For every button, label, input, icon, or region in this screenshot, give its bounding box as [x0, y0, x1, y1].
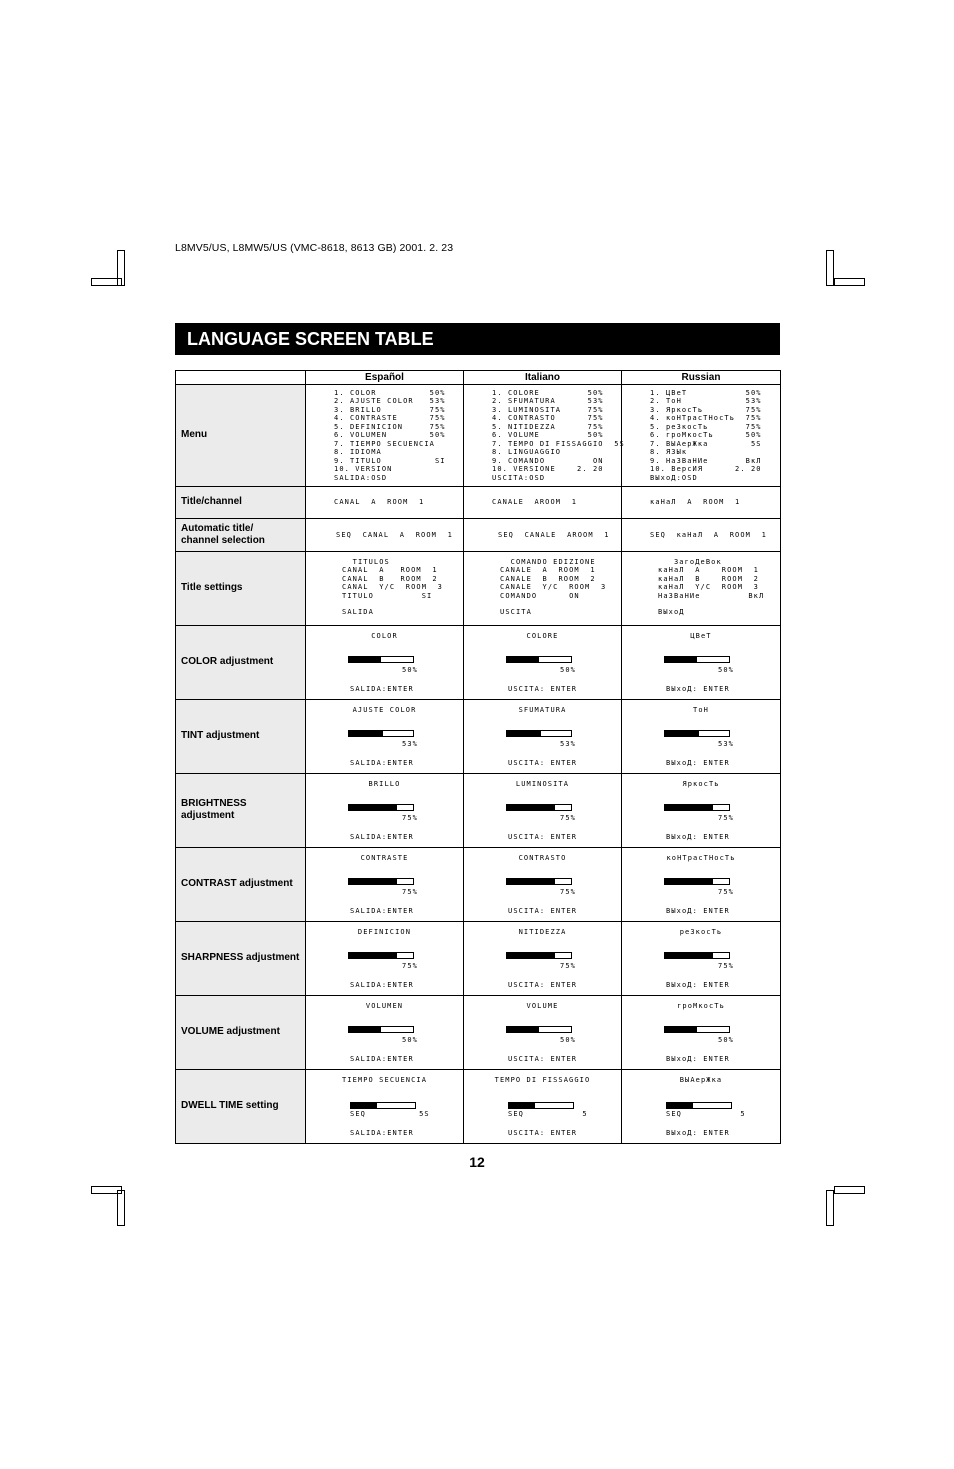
row-label: BRIGHTNESS adjustment	[176, 773, 306, 847]
page-number: 12	[469, 1154, 485, 1170]
seq-readout: SEQ 5	[666, 1109, 746, 1118]
title-settings-heading-russian: ЗагоДеВок	[658, 557, 722, 566]
level-bar	[348, 878, 414, 885]
table-row-brightness-adjustment	[176, 773, 781, 847]
row-label: VOLUME adjustment	[176, 995, 306, 1069]
level-percent: 75%	[718, 813, 734, 822]
level-bar	[348, 804, 414, 811]
level-bar-fill	[349, 805, 397, 810]
osd-panel-italiano	[464, 1070, 621, 1143]
osd-exit: SALIDA:ENTER	[350, 685, 414, 694]
level-percent: 53%	[560, 739, 576, 748]
osd-title: ЯркосТь	[682, 779, 720, 788]
auto-title-espanol: SEQ CANAL A ROOM 1	[336, 530, 453, 539]
osd-exit: SALIDA:ENTER	[350, 1055, 414, 1064]
column-header-italiano: Italiano	[464, 371, 622, 385]
osd-title: VOLUME	[526, 1001, 559, 1010]
osd-panel-russian	[622, 922, 780, 995]
section-title: LANGUAGE SCREEN TABLE	[175, 323, 780, 355]
osd-title: AJUSTE COLOR	[352, 705, 417, 714]
level-bar-fill	[507, 805, 555, 810]
language-screen-table	[175, 370, 781, 1144]
osd-panel-italiano	[464, 922, 621, 995]
title-channel-italiano: CANALE AROOM 1	[492, 498, 578, 507]
osd-exit: USCITA: ENTER	[508, 833, 578, 842]
header-blank	[176, 371, 306, 385]
table-row-title-channel	[176, 486, 781, 518]
level-percent: 75%	[402, 813, 418, 822]
osd-title: ЦВеТ	[690, 631, 712, 640]
level-bar-fill	[665, 731, 699, 736]
osd-title: COLOR	[371, 631, 398, 640]
table-row-contrast-adjustment	[176, 847, 781, 921]
title-settings-exit-russian: ВЫхоД	[658, 608, 685, 617]
osd-title: BRILLO	[368, 779, 401, 788]
title-settings-heading-espanol: TITULOS	[342, 557, 390, 566]
level-bar	[506, 952, 572, 959]
level-bar	[348, 730, 414, 737]
level-percent: 50%	[402, 1035, 418, 1044]
row-label: Automatic title/ channel selection	[176, 518, 306, 551]
osd-title: TEMPO DI FISSAGGIO	[494, 1075, 591, 1084]
osd-exit: USCITA: ENTER	[508, 981, 578, 990]
seq-readout: SEQ 5	[508, 1109, 588, 1118]
osd-panel-italiano	[464, 848, 621, 921]
osd-panel-italiano	[464, 774, 621, 847]
level-percent: 75%	[560, 961, 576, 970]
level-percent: 53%	[402, 739, 418, 748]
osd-panel-espanol	[306, 848, 463, 921]
osd-panel-russian	[622, 774, 780, 847]
table-row-title-settings	[176, 551, 781, 625]
table-header-row	[176, 371, 781, 385]
level-percent: 75%	[718, 887, 734, 896]
table-row-menu	[176, 385, 781, 487]
auto-title-italiano: SEQ CANALE AROOM 1	[498, 530, 610, 539]
osd-panel-espanol	[306, 774, 463, 847]
osd-exit: ВЫхоД: ENTER	[666, 981, 730, 990]
osd-exit: ВЫхоД: ENTER	[666, 685, 730, 694]
row-label: SHARPNESS adjustment	[176, 921, 306, 995]
level-bar-fill	[665, 953, 713, 958]
level-percent: 75%	[402, 887, 418, 896]
level-bar	[348, 656, 414, 663]
row-label: Title/channel	[176, 486, 306, 518]
column-header-espanol: Español	[306, 371, 464, 385]
row-label: COLOR adjustment	[176, 625, 306, 699]
osd-exit: USCITA: ENTER	[508, 1055, 578, 1064]
table-row-color-adjustment	[176, 625, 781, 699]
title-settings-body-italiano: CANALE A ROOM 1 CANALE B ROOM 2 CANALE Y/C ROOM 3 COMANDO ON	[500, 566, 607, 600]
level-percent: 75%	[560, 813, 576, 822]
title-settings-body-espanol: CANAL A ROOM 1 CANAL B ROOM 2 CANAL Y/C ROOM 3 TITULO SI	[342, 566, 443, 600]
osd-panel-russian	[622, 1070, 780, 1143]
osd-panel-italiano	[464, 700, 621, 773]
level-percent: 50%	[402, 665, 418, 674]
level-bar	[664, 878, 730, 885]
level-bar-fill	[349, 953, 397, 958]
level-bar	[506, 1026, 572, 1033]
menu-espanol: 1. COLOR 50% 2. AJUSTE COLOR 53% 3. BRILLO 75% 4. CONTRASTE 75% 5. DEFINICION 75% 6. VOLUMEN 50% 7. TIEMPO SECUENCIA 8. IDIOMA 9. TITULO SI 10. VERSION SALIDA:OSD	[334, 389, 446, 482]
osd-panel-russian	[622, 626, 780, 699]
osd-title: ТоН	[693, 705, 709, 714]
osd-title: VOLUMEN	[365, 1001, 404, 1010]
title-settings-body-russian: каНаЛ А ROOM 1 каНаЛ В ROOM 2 каНаЛ Y/C ROOM 3 НаЗВаНИе ВкЛ	[658, 566, 765, 600]
level-bar	[664, 804, 730, 811]
title-settings-exit-italiano: USCITA	[500, 608, 532, 617]
table-row-tint-adjustment	[176, 699, 781, 773]
level-bar-fill	[665, 805, 713, 810]
osd-title: SFUMATURA	[518, 705, 567, 714]
level-bar-fill	[507, 1027, 539, 1032]
osd-title: LUMINOSITA	[515, 779, 570, 788]
title-settings-exit-espanol: SALIDA	[342, 608, 374, 617]
osd-panel-espanol	[306, 626, 463, 699]
osd-panel-espanol	[306, 922, 463, 995]
level-percent: 53%	[718, 739, 734, 748]
osd-title: COLORE	[526, 631, 559, 640]
auto-title-russian: SEQ каНаЛ А ROOM 1	[650, 530, 767, 539]
level-bar-fill	[507, 657, 539, 662]
row-label: CONTRAST adjustment	[176, 847, 306, 921]
level-bar	[664, 656, 730, 663]
osd-panel-russian	[622, 996, 780, 1069]
osd-exit: SALIDA:ENTER	[350, 759, 414, 768]
osd-exit: ВЫхоД: ENTER	[666, 833, 730, 842]
osd-exit: SALIDA:ENTER	[350, 833, 414, 842]
level-bar	[506, 878, 572, 885]
osd-title: TIEMPO SECUENCIA	[341, 1075, 428, 1084]
level-bar	[506, 656, 572, 663]
level-bar	[666, 1102, 732, 1109]
level-bar-fill	[351, 1103, 377, 1108]
level-bar	[506, 730, 572, 737]
osd-exit: ВЫхоД: ENTER	[666, 1055, 730, 1064]
level-percent: 50%	[560, 665, 576, 674]
level-bar	[348, 952, 414, 959]
osd-panel-italiano	[464, 996, 621, 1069]
level-percent: 50%	[560, 1035, 576, 1044]
row-label: DWELL TIME setting	[176, 1069, 306, 1143]
level-bar	[664, 730, 730, 737]
level-percent: 75%	[402, 961, 418, 970]
level-bar-fill	[665, 879, 713, 884]
level-bar-fill	[509, 1103, 535, 1108]
osd-exit: SALIDA:ENTER	[350, 1129, 414, 1138]
row-label: TINT adjustment	[176, 699, 306, 773]
row-label: Menu	[176, 385, 306, 487]
osd-exit: USCITA: ENTER	[508, 907, 578, 916]
osd-title: NITIDEZZA	[518, 927, 567, 936]
level-percent: 75%	[560, 887, 576, 896]
title-settings-heading-italiano: COMANDO EDIZIONE	[500, 557, 596, 566]
osd-title: реЗкосТь	[679, 927, 723, 936]
osd-exit: SALIDA:ENTER	[350, 981, 414, 990]
osd-title: коНТрасТНосТь	[666, 853, 736, 862]
seq-readout: SEQ 5S	[350, 1109, 430, 1118]
osd-panel-espanol	[306, 1070, 463, 1143]
osd-exit: SALIDA:ENTER	[350, 907, 414, 916]
table-row-auto-title	[176, 518, 781, 551]
level-bar	[506, 804, 572, 811]
osd-panel-espanol	[306, 700, 463, 773]
level-bar	[350, 1102, 416, 1109]
title-channel-espanol: CANAL A ROOM 1	[334, 498, 425, 507]
osd-title: ВЫАерЖка	[679, 1075, 723, 1084]
level-bar-fill	[665, 1027, 697, 1032]
osd-exit: USCITA: ENTER	[508, 759, 578, 768]
osd-panel-russian	[622, 848, 780, 921]
table-row-dwell-time	[176, 1069, 781, 1143]
level-bar	[664, 952, 730, 959]
level-bar-fill	[349, 879, 397, 884]
level-percent: 75%	[718, 961, 734, 970]
title-channel-russian: каНаЛ А ROOM 1	[650, 498, 741, 507]
osd-panel-russian	[622, 700, 780, 773]
document-header: L8MV5/US, L8MW5/US (VMC-8618, 8613 GB) 2001. 2. 23	[175, 242, 454, 254]
menu-italiano: 1. COLORE 50% 2. SFUMATURA 53% 3. LUMINOSITA 75% 4. CONTRASTO 75% 5. NITIDEZZA 75% 6. VOLUME 50% 7. TEMPO DI FISSAGGIO 5S 8. LINGUAGGIO 9. COMANDO ON 10. VERSIONE 2. 20 USCITA:OSD	[492, 389, 625, 482]
level-bar-fill	[507, 953, 555, 958]
column-header-russian: Russian	[622, 371, 781, 385]
row-label: Title settings	[176, 551, 306, 625]
table-row-sharpness-adjustment	[176, 921, 781, 995]
osd-exit: ВЫхоД: ENTER	[666, 907, 730, 916]
level-bar-fill	[349, 731, 383, 736]
osd-exit: USCITA: ENTER	[508, 1129, 578, 1138]
osd-panel-italiano	[464, 626, 621, 699]
level-bar	[664, 1026, 730, 1033]
osd-title: гроМкосТь	[677, 1001, 725, 1010]
osd-exit: USCITA: ENTER	[508, 685, 578, 694]
osd-title: CONTRASTO	[518, 853, 567, 862]
osd-title: DEFINICION	[357, 927, 412, 936]
level-bar-fill	[507, 879, 555, 884]
level-bar	[348, 1026, 414, 1033]
osd-exit: ВЫхоД: ENTER	[666, 1129, 730, 1138]
level-percent: 50%	[718, 1035, 734, 1044]
level-bar	[508, 1102, 574, 1109]
osd-panel-espanol	[306, 996, 463, 1069]
level-bar-fill	[349, 657, 381, 662]
osd-exit: ВЫхоД: ENTER	[666, 759, 730, 768]
table-row-volume-adjustment	[176, 995, 781, 1069]
level-bar-fill	[665, 657, 697, 662]
level-bar-fill	[349, 1027, 381, 1032]
level-bar-fill	[507, 731, 541, 736]
menu-russian: 1. ЦВеТ 50% 2. ТоН 53% 3. ЯркосТь 75% 4. коНТрасТНосТь 75% 5. реЗкосТь 75% 6. гроМкосТь 50% 7. ВЫАерЖка 5S 8. ЯЗЫк 9. НаЗВаНИе ВкЛ 10. ВерсИЯ 2. 20 ВЫхоД:OSD	[650, 389, 762, 482]
level-bar-fill	[667, 1103, 693, 1108]
osd-title: CONTRASTE	[360, 853, 409, 862]
level-percent: 50%	[718, 665, 734, 674]
